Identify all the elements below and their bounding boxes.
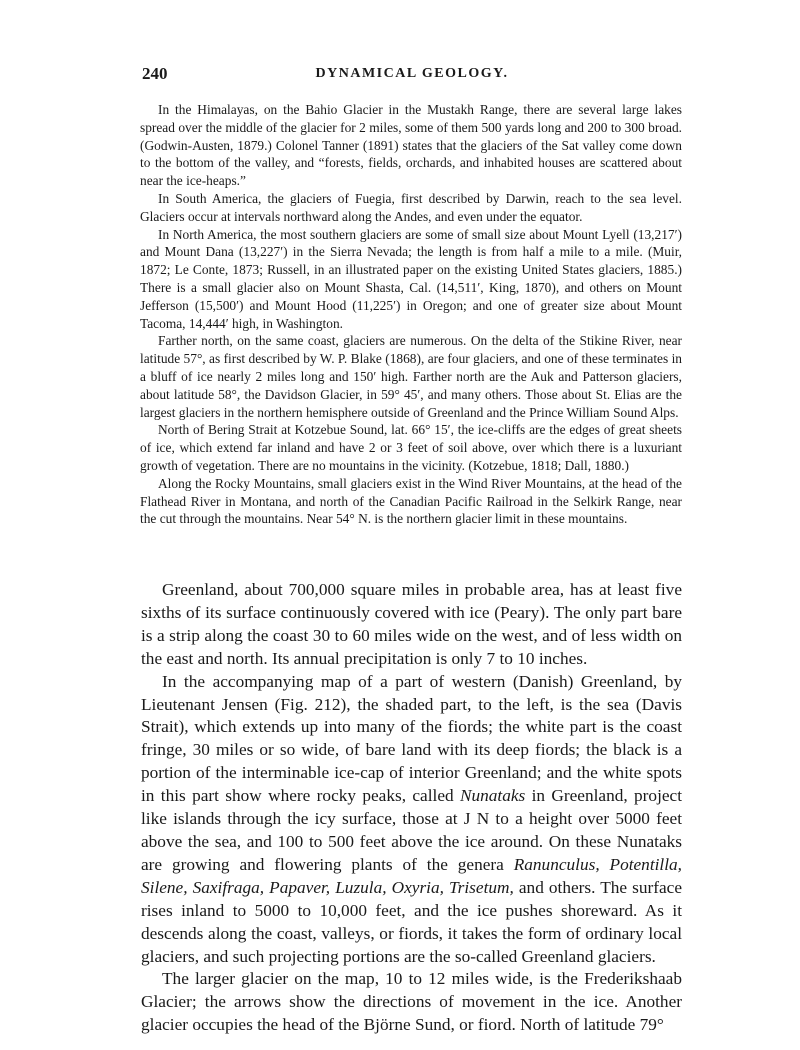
paragraph-north-america: In North America, the most southern glaciers are some of small size about Mount Lyell (13,217′) and Mount Dana (13,227′) in the Sierra Nevada; the length is from half a mile to a mile. (Muir, 1872; Le Conte, 1873; Russell, in an illustrated paper on the existing United States glaciers, 1885.) There is a small glacier also on Mount Shasta, Cal. (14,511′, King, 1870), and others on Mount Jefferson (15,500′) and Mount Hood (11,225′) in Oregon; and one of greater size about Mount Tacoma, 14,444′ high, in Washington. [140, 226, 682, 331]
paragraph-south-america: In South America, the glaciers of Fuegia, first described by Darwin, reach to the sea level. Glaciers occur at intervals northward along the Andes, and even under the equator. [140, 190, 682, 224]
term-nunataks: Nunataks [459, 786, 526, 806]
paragraph-himalayas: In the Himalayas, on the Bahio Glacier in the Mustakh Range, there are several large lakes spread over the middle of the glacier for 2 miles, some of them 500 yards long and 200 to 300 broad. (Godwin-Austen, 1879.) Colonel Tanner (1891) states that the glaciers of the Sat valley come down to the bottom of the valley, and “forests, fields, orchards, and inhabited houses are scattered about near the ice-heaps.” [140, 102, 682, 189]
paragraph-rocky-mountains: Along the Rocky Mountains, small glaciers exist in the Wind River Mountains, at the head of the Flathead River in Montana, and north of the Canadian Pacific Railroad in the Selkirk Range, near the cut through the mountains. Near 54° N. is the northern glacier limit in these mountains. [140, 475, 682, 527]
paragraph-jensen-map [141, 671, 682, 969]
small-print-section [140, 101, 682, 528]
paragraph-farther-north: Farther north, on the same coast, glaciers are numerous. On the delta of the Stikine River, near latitude 57°, as first described by W. P. Blake (1868), are four glaciers, and one of these terminates in a bluff of ice nearly 2 miles long and 150′ high. Farther north are the Auk and Patterson glaciers, about latitude 58°, the Davidson Glacier, in 59° 45′, and many others. Those about St. Elias are the largest glaciers in the northern hemisphere outside of Greenland and the Prince William Sound Alps. [140, 333, 682, 420]
page-header [142, 64, 682, 88]
page-number: 240 [142, 64, 168, 83]
text-span: in Greenland, project like islands through the icy surface, those at J N to a height over 5000 feet above the sea, and 100 to 500 feet above the ice around. On these Nunataks are growing and flowering plants of the genera [141, 786, 683, 874]
main-text-section [141, 579, 682, 1037]
paragraph-frederikshaab: The larger glacier on the map, 10 to 12 miles wide, is the Frederikshaab Glacier; the arrows show the directions of movement in the ice. Another glacier occupies the head of the Björne Sund, or fiord. North of latitude 79° [141, 969, 682, 1035]
paragraph-greenland: Greenland, about 700,000 square miles in probable area, has at least five sixths of its surface continuously covered with ice (Peary). The only part bare is a strip along the coast 30 to 60 miles wide on the west, and of less width on the east and north. Its annual precipitation is only 7 to 10 inches. [141, 580, 682, 668]
text-span: and others. The surface rises inland to 5000 to 10,000 feet, and the ice pushes shoreward. As it descends along the coast, valleys, or fiords, it takes the form of ordinary local glaciers, and such projecting portions are the so-called Greenland glaciers. [141, 877, 683, 966]
running-head: DYNAMICAL GEOLOGY. [315, 66, 509, 81]
term-plant-genera: Ranunculus, Potentilla, Silene, Saxifraga, Papaver, Luzula, Oxyria, Trisetum, [141, 854, 682, 897]
text-span: In the accompanying map of a part of western (Danish) Greenland, by Lieutenant Jensen (Fig. 212), the shaded part, to the left, is the sea (Davis Strait), which extends up into many of the fiords; the white part is the coast fringe, 30 miles or so wide, of bare land with its deep fiords; the black is a portion of the interminable ice-cap of interior Greenland; and the white spots in this part show where rocky peaks, called [141, 671, 682, 806]
paragraph-bering-strait: North of Bering Strait at Kotzebue Sound, lat. 66° 15′, the ice-cliffs are the edges of great sheets of ice, which extend far inland and have 2 or 3 feet of soil above, over which there is a luxuriant growth of vegetation. There are no mountains in the vicinity. (Kotzebue, 1818; Dall, 1880.) [140, 422, 682, 473]
